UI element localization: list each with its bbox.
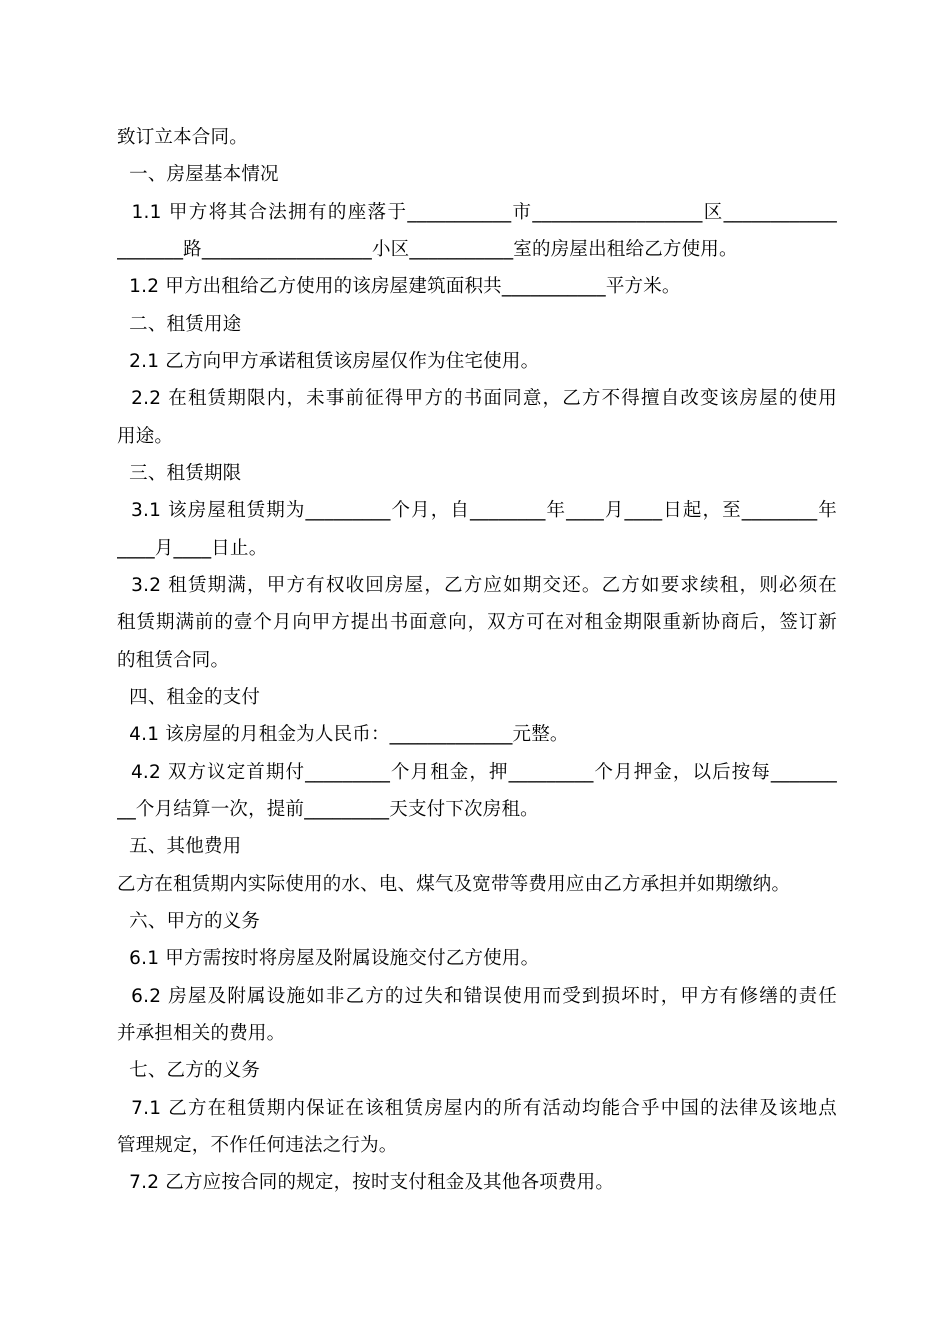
text-line: _______路__________________小区___________室的房屋出租给乙方使用。: [117, 239, 738, 260]
section-heading: 六、甲方的义务: [117, 911, 261, 932]
text-line: 并承担相关的费用。: [117, 1023, 286, 1044]
text-line: 4.2 双方议定首期付_________个月租金，押_________个月押金，以后按每_______: [117, 762, 837, 783]
section-heading: 二、租赁用途: [117, 314, 242, 335]
text-line: 3.1 该房屋租赁期为_________个月，自________年____月____日起，至________年: [117, 500, 837, 521]
text-line: 1.2 甲方出租给乙方使用的该房屋建筑面积共___________平方米。: [117, 276, 681, 297]
text-line: 乙方在租赁期内实际使用的水、电、煤气及宽带等费用应由乙方承担并如期缴纳。: [117, 874, 791, 895]
text-line: 租赁期满前的壹个月向甲方提出书面意向，双方可在对租金期限重新协商后，签订新: [117, 612, 837, 633]
text-line: 3.2 租赁期满，甲方有权收回房屋，乙方应如期交还。乙方如要求续租，则必须在: [117, 575, 837, 596]
text-line: 用途。: [117, 426, 174, 447]
section-heading: 四、租金的支付: [117, 687, 261, 708]
text-line: 1.1 甲方将其合法拥有的座落于___________市__________________区____________: [117, 202, 837, 223]
text-line: 6.1 甲方需按时将房屋及附属设施交付乙方使用。: [117, 948, 540, 969]
text-line: 7.1 乙方在租赁期内保证在该租赁房屋内的所有活动均能合乎中国的法律及该地点: [117, 1098, 837, 1119]
text-line: ____月____日止。: [117, 538, 268, 559]
text-line: 2.1 乙方向甲方承诺租赁该房屋仅作为住宅使用。: [117, 351, 540, 372]
section-heading: 五、其他费用: [117, 836, 242, 857]
text-line: 6.2 房屋及附属设施如非乙方的过失和错误使用而受到损坏时，甲方有修缮的责任: [117, 986, 837, 1007]
section-heading: 三、租赁期限: [117, 463, 242, 484]
text-line: 管理规定，不作任何违法之行为。: [117, 1135, 398, 1156]
section-heading: 七、乙方的义务: [117, 1060, 261, 1081]
section-heading: 一、房屋基本情况: [117, 164, 279, 185]
text-line: 的租赁合同。: [117, 650, 230, 671]
text-line: 7.2 乙方应按合同的规定，按时支付租金及其他各项费用。: [117, 1172, 615, 1193]
text-line: 2.2 在租赁期限内，未事前征得甲方的书面同意，乙方不得擅自改变该房屋的使用: [117, 388, 837, 409]
text-line: 致订立本合同。: [117, 127, 248, 148]
text-line: 4.1 该房屋的月租金为人民币：_____________元整。: [117, 724, 569, 745]
text-line: __个月结算一次，提前_________天支付下次房租。: [117, 799, 539, 820]
